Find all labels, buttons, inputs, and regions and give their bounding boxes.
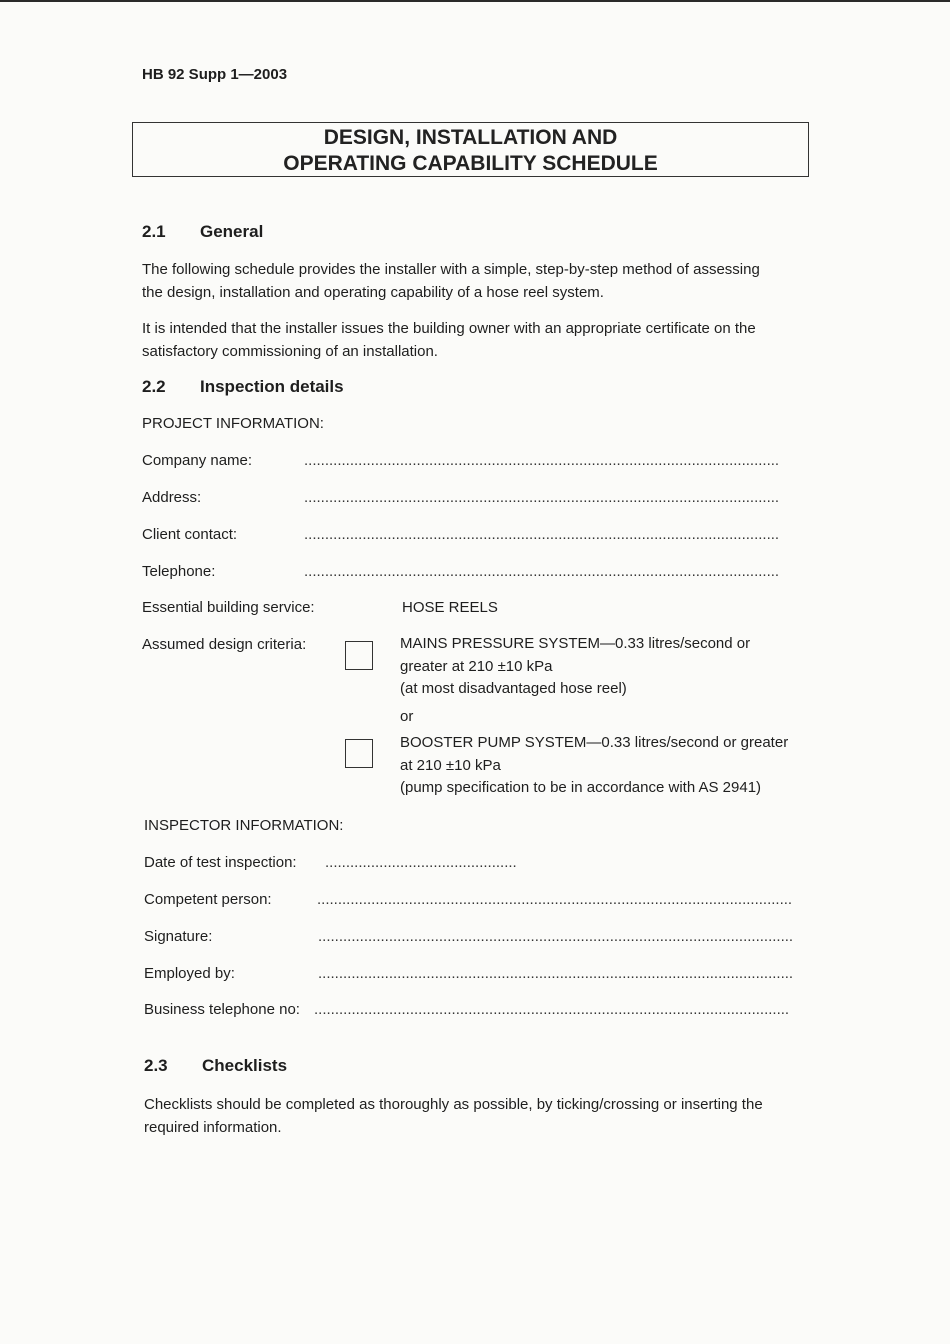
text-line: (at most disadvantaged hose reel): [400, 680, 627, 697]
text-line: (pump specification to be in accordance with AS 2941): [400, 779, 762, 796]
text-line: at 210 ±10 kPa: [400, 756, 501, 774]
document-id: HB 92 Supp 1—2003: [142, 66, 288, 83]
text-line: BOOSTER PUMP SYSTEM—0.33 litres/second or greater: [400, 734, 789, 751]
section-heading-checklists: [144, 1056, 287, 1076]
competent-person-field[interactable]: ..................................................................................................................: [317, 891, 793, 908]
address-label: Address:: [142, 489, 202, 506]
booster-pump-checkbox[interactable]: [345, 739, 373, 768]
section-heading-inspection: [142, 377, 344, 397]
checklists-paragraph: [144, 1093, 814, 1139]
company-name-label: Company name:: [142, 452, 253, 469]
section-number: 2.3: [144, 1056, 168, 1075]
text-line: satisfactory commissioning of an installation.: [142, 343, 438, 360]
text-line: The following schedule provides the installer with a simple, step-by-step method of assessing: [142, 261, 760, 278]
title-line-2: OPERATING CAPABILITY SCHEDULE: [283, 152, 658, 175]
title-line-1: DESIGN, INSTALLATION AND: [323, 126, 618, 149]
top-border: [0, 0, 950, 2]
section-heading-general: [142, 222, 263, 242]
client-contact-label: Client contact:: [142, 526, 238, 543]
text-line: Checklists should be completed as thoroughly as possible, by ticking/crossing or inserting the: [144, 1096, 763, 1113]
text-line: required information.: [144, 1119, 282, 1136]
section-title: Checklists: [202, 1056, 288, 1075]
competent-person-label: Competent person:: [144, 891, 272, 908]
essential-service-label: Essential building service:: [142, 599, 315, 616]
general-paragraph-2: [142, 317, 812, 363]
client-contact-field[interactable]: ..................................................................................................................: [304, 526, 780, 543]
title-box: [132, 122, 809, 177]
mains-pressure-option-text: [400, 633, 750, 701]
essential-service-value: HOSE REELS: [402, 599, 498, 616]
employed-by-label: Employed by:: [144, 965, 235, 982]
signature-field[interactable]: ..................................................................................................................: [318, 928, 794, 945]
business-telephone-field[interactable]: ..................................................................................................................: [314, 1001, 790, 1018]
address-field[interactable]: ..................................................................................................................: [304, 489, 780, 506]
test-date-field[interactable]: ..............................................: [325, 854, 517, 871]
text-line: the design, installation and operating capability of a hose reel system.: [142, 284, 604, 301]
mains-pressure-checkbox[interactable]: [345, 641, 373, 670]
test-date-label: Date of test inspection:: [144, 854, 297, 871]
general-paragraph-1: [142, 258, 812, 304]
section-title: General: [200, 222, 264, 241]
section-number: 2.1: [142, 222, 166, 241]
section-title: Inspection details: [200, 377, 344, 396]
telephone-field[interactable]: ..................................................................................................................: [304, 563, 780, 580]
section-number: 2.2: [142, 377, 166, 396]
company-name-field[interactable]: ..................................................................................................................: [304, 452, 780, 469]
telephone-label: Telephone:: [142, 563, 216, 580]
text-line: greater at 210 ±10 kPa: [400, 657, 553, 675]
text-line: It is intended that the installer issues the building owner with an appropriate certificate on the: [142, 320, 756, 337]
booster-pump-option-text: [400, 732, 788, 800]
design-criteria-label: Assumed design criteria:: [142, 636, 307, 653]
business-telephone-label: Business telephone no:: [144, 1001, 300, 1018]
project-information-heading: PROJECT INFORMATION:: [142, 415, 324, 432]
or-text: or: [400, 708, 414, 725]
signature-label: Signature:: [144, 928, 213, 945]
text-line: MAINS PRESSURE SYSTEM—0.33 litres/second or: [400, 635, 751, 652]
employed-by-field[interactable]: ..................................................................................................................: [318, 965, 794, 982]
inspector-information-heading: INSPECTOR INFORMATION:: [144, 817, 344, 834]
